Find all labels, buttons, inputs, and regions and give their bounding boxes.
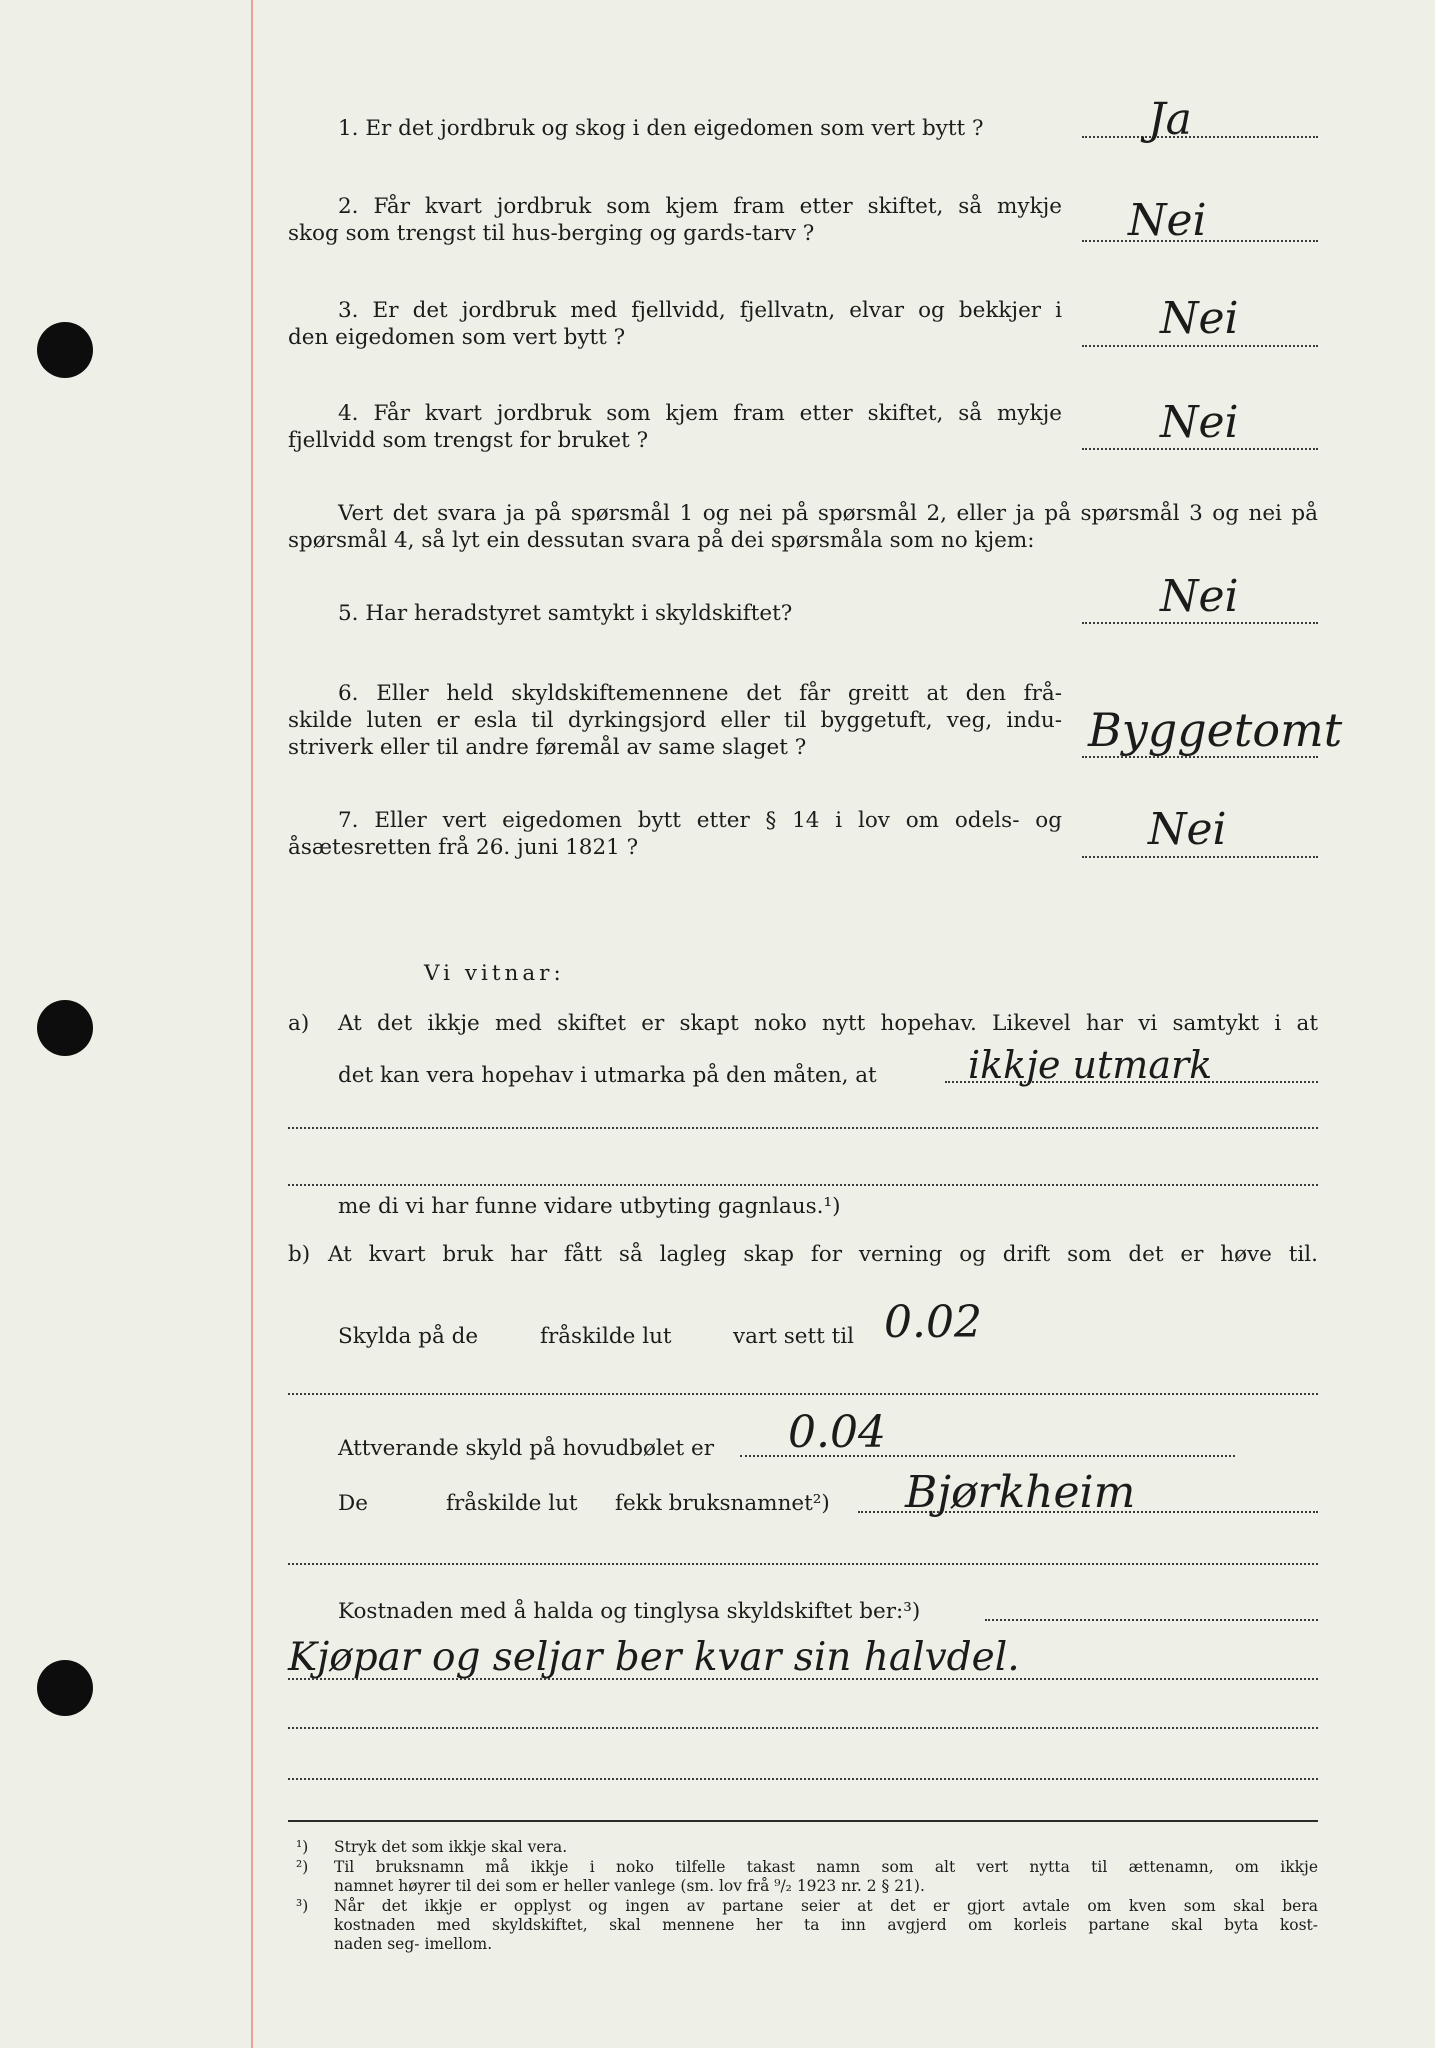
answer-line-5 [1082, 622, 1318, 624]
attverande-label: Attverande skyld på hovudbølet er [338, 1436, 714, 1461]
blank-line [288, 1127, 1318, 1129]
punch-hole [37, 1660, 93, 1716]
footnote-3-mark: ³) [296, 1897, 309, 1915]
kostnad-value: Kjøpar og seljar ber kvar sin halvdel. [288, 1635, 1020, 1680]
punch-hole [37, 1000, 93, 1056]
bruksnamn-label-1: De [338, 1491, 368, 1516]
question-2-line-1: 2. Får kvart jordbruk som kjem fram etter skiftet, så mykje [338, 194, 1062, 219]
question-2-line-2: skog som trengst til hus-berging og gards-tarv ? [288, 221, 815, 246]
witness-a-line-3: me di vi har funne vidare utbyting gagnlaus.¹) [338, 1194, 841, 1219]
footnote-2-line-1: Til bruksnamn må ikkje i noko tilfelle takast namn som alt vert nytta til ættenamn, om ikkje [334, 1858, 1318, 1876]
instruction-line-2: spørsmål 4, så lyt ein dessutan svara på dei spørsmåla som no kjem: [288, 528, 1035, 553]
footnote-1-text: Stryk det som ikkje skal vera. [334, 1838, 568, 1856]
answer-5: Nei [1160, 571, 1239, 622]
skylda-label-1: Skylda på de [338, 1324, 479, 1349]
question-4-line-2: fjellvidd som trengst for bruket ? [288, 428, 649, 453]
attverande-value: 0.04 [788, 1407, 886, 1458]
witness-a-line-1: At det ikkje med skiftet er skapt noko nytt hopehav. Likevel har vi samtykt i at [338, 1011, 1318, 1036]
answer-7: Nei [1148, 804, 1227, 855]
answer-2: Nei [1128, 195, 1207, 246]
footnote-3-line-2: kostnaden med skyldskiftet, skal mennene her ta inn avgjerd om korleis partane skal byta kost- [334, 1916, 1318, 1934]
answer-line-3 [1082, 345, 1318, 347]
blank-line [288, 1678, 1318, 1680]
answer-4: Nei [1160, 397, 1239, 448]
answer-6: Byggetomt [1088, 703, 1343, 757]
bruksnamn-label-2: fråskilde lut [446, 1491, 578, 1516]
margin-line [251, 0, 253, 2048]
witness-b-line-1: At kvart bruk har fått så lagleg skap for verning og drift som det er høve til. [328, 1242, 1318, 1267]
footnote-2-mark: ²) [296, 1858, 309, 1876]
question-6-line-1: 6. Eller held skyldskiftemennene det får greitt at den frå- [338, 681, 1062, 706]
bruksnamn-value: Bjørkheim [905, 1467, 1136, 1518]
witness-b-marker: b) [288, 1242, 311, 1267]
footnote-2-line-2: namnet høyrer til dei som er heller vanlege (sm. lov frå ⁹/₂ 1923 nr. 2 § 21). [334, 1877, 925, 1895]
punch-hole [37, 322, 93, 378]
skylda-value: 0.02 [884, 1297, 982, 1348]
footnote-divider [288, 1820, 1318, 1822]
question-1: 1. Er det jordbruk og skog i den eigedomen som vert bytt ? [338, 116, 984, 141]
footnote-3-line-3: naden seg- imellom. [334, 1935, 493, 1953]
answer-1: Ja [1148, 94, 1192, 145]
blank-line [288, 1727, 1318, 1729]
blank-line [288, 1778, 1318, 1780]
answer-line-1 [1082, 136, 1318, 138]
answer-line-4 [1082, 448, 1318, 450]
footnote-3-line-1: Når det ikkje er opplyst og ingen av partane seier at det er gjort avtale om kven som skal bera [334, 1897, 1318, 1915]
question-5: 5. Har heradstyret samtykt i skyldskiftet? [338, 601, 793, 626]
witness-a-marker: a) [288, 1011, 310, 1036]
question-3-line-1: 3. Er det jordbruk med fjellvidd, fjellvatn, elvar og bekkjer i [338, 298, 1062, 323]
question-6-line-2: skilde luten er esla til dyrkingsjord eller til byggetuft, veg, indu- [288, 708, 1062, 733]
skylda-label-3: vart sett til [733, 1324, 854, 1349]
witness-a-line-2: det kan vera hopehav i utmarka på den måten, at [338, 1063, 877, 1088]
blank-line [288, 1563, 1318, 1565]
hopehav-answer: ikkje utmark [968, 1043, 1213, 1087]
kostnad-line [985, 1619, 1318, 1621]
witness-heading: Vi vitnar: [424, 961, 565, 986]
blank-line [288, 1184, 1318, 1186]
answer-line-7 [1082, 856, 1318, 858]
question-7-line-2: åsætesretten frå 26. juni 1821 ? [288, 835, 639, 860]
bruksnamn-label-3: fekk bruksnamnet²) [615, 1491, 830, 1516]
question-7-line-1: 7. Eller vert eigedomen bytt etter § 14 i lov om odels- og [338, 808, 1062, 833]
skylda-label-2: fråskilde lut [540, 1324, 672, 1349]
question-4-line-1: 4. Får kvart jordbruk som kjem fram etter skiftet, så mykje [338, 401, 1062, 426]
question-3-line-2: den eigedomen som vert bytt ? [288, 325, 626, 350]
answer-3: Nei [1160, 293, 1239, 344]
skylda-line [288, 1393, 1318, 1395]
question-6-line-3: striverk eller til andre føremål av same slaget ? [288, 735, 807, 760]
kostnad-label: Kostnaden med å halda og tinglysa skyldskiftet ber:³) [338, 1599, 921, 1624]
footnote-1-mark: ¹) [296, 1838, 309, 1856]
instruction-line-1: Vert det svara ja på spørsmål 1 og nei på spørsmål 2, eller ja på spørsmål 3 og nei på [338, 501, 1318, 526]
